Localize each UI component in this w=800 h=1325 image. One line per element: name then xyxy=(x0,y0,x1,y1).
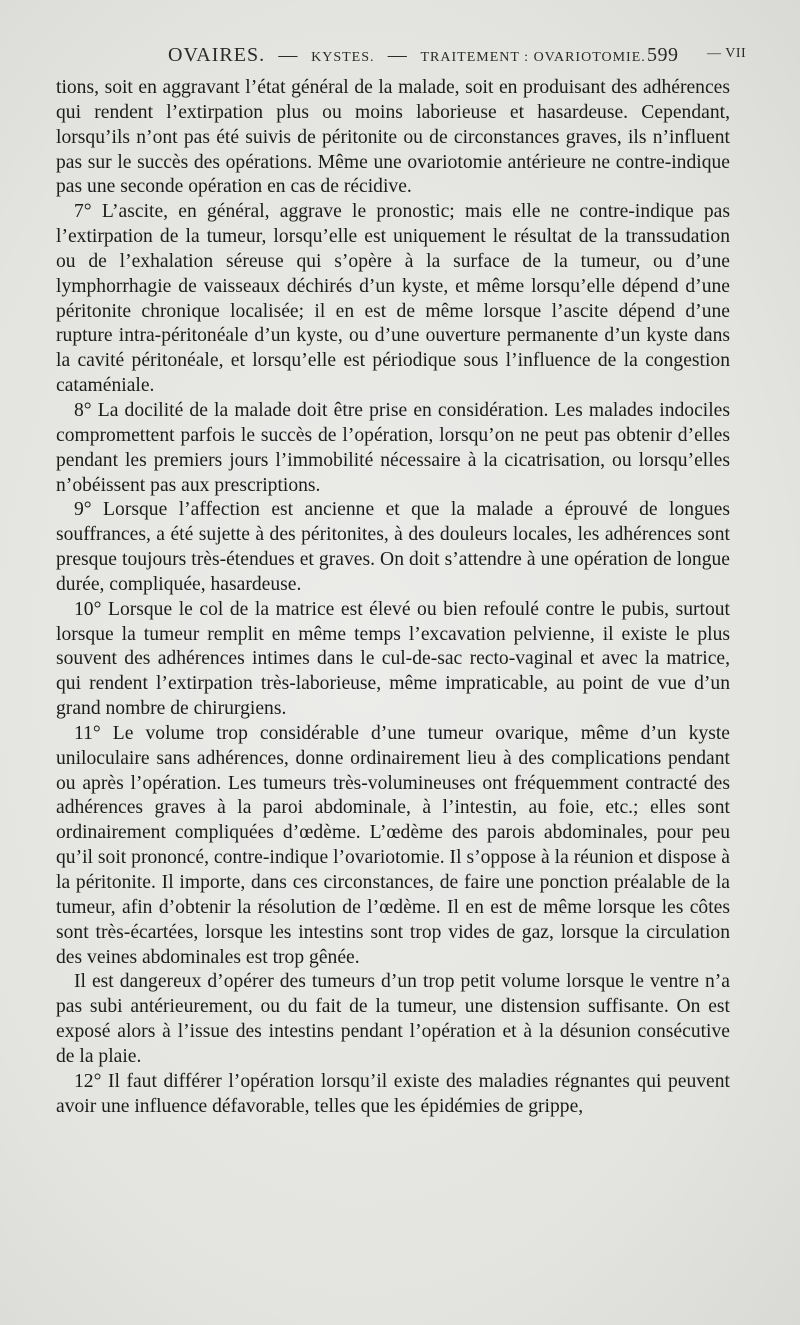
paragraph-item-9: 9° Lorsque l’affection est ancienne et que la malade a éprouvé de longues souffrances, a été sujette à des péritonites, à des douleurs locales, les adhérences sont presque toujours très-étendues et graves. On doit s’attendre à une opération de longue durée, compliquée, hasardeuse. xyxy=(56,499,730,595)
header-section: KYSTES. xyxy=(311,50,375,65)
paragraph-item-10: 10° Lorsque le col de la matrice est élevé ou bien refoulé contre le pubis, surtout lorsque la tumeur remplit en même temps l’excavation pelvienne, il existe le plus souvent des adhérences intimes dans le cul-de-sac recto-vaginal et avec la matrice, qui rendent l’extirpation très-laborieuse, même impraticable, au point de vue d’un grand nombre de chirurgiens. xyxy=(56,598,730,720)
page-number: 599 xyxy=(647,44,679,66)
paragraph-small-volume: Il est dangereux d’opérer des tumeurs d’un trop petit volume lorsque le ventre n’a pas subi antérieurement, ou du fait de la tumeur, une distension suffisante. On est exposé alors à l’issue des intestins pendant l’opération et à la désunion consécutive de la plaie. xyxy=(56,971,730,1067)
paragraph-item-7: 7° L’ascite, en général, aggrave le pronostic; mais elle ne contre-indique pas l’extirpation de la tumeur, lorsqu’elle est uniquement le résultat de la transsudation ou de l’exhalation séreuse qui s’opère à la surface de la tumeur, ou d’une lymphorrhagie de vaisseaux déchirés d’un kyste, et même lorsqu’elle dépend d’une péritonite chronique localisée; il en est de même lorsque l’ascite dépend d’une rupture intra-péritonéale d’un kyste, ou d’une ouverture permanente d’un kyste dans la cavité péritonéale, et lorsqu’elle est périodique sous l’influence de la congestion cataméniale. xyxy=(56,201,730,397)
paragraph-item-8: 8° La docilité de la malade doit être prise en considération. Les malades indociles compromettent parfois le succès de l’opération, lorsqu’on ne peut pas obtenir d’elles pendant les premiers jours l’immobilité nécessaire à la cicatrisation, ou lorsqu’elles n’obéissent pas aux prescriptions. xyxy=(56,399,730,496)
header-title: OVAIRES. xyxy=(168,44,266,66)
paragraph-item-12: 12° Il faut différer l’opération lorsqu’il existe des maladies régnantes qui peuvent avoir une influence défavorable, telles que les épidémies de grippe, xyxy=(56,1070,730,1117)
header-dash: — xyxy=(278,45,298,66)
body-text xyxy=(56,76,730,1119)
header-dash: — xyxy=(387,45,408,66)
signature-mark: — VII xyxy=(707,46,747,61)
paragraph-item-11: 11° Le volume trop considérable d’une tumeur ovarique, même d’un kyste uniloculaire sans adhérences, donne ordinairement lieu à des complications pendant ou après l’opération. Les tumeurs très-volumineuses ont fréquemment contracté des adhérences graves à la paroi abdominale, à l’intestin, au foie, etc.; elles sont ordinairement compliquées d’œdème. L’œdème des parois abdominales, pour peu qu’il soit prononcé, contre-indique l’ovariotomie. Il s’oppose à la réunion et dispose à la péritonite. Il importe, dans ces circonstances, de faire une ponction préalable de la tumeur, afin d’obtenir la résolution de l’œdème. Il en est de même lorsque les côtes sont très-écartées, lorsque les intestins sont trop vides de gaz, lorsque la circulation des veines abdominales est trop gênée. xyxy=(56,722,730,968)
header-subsection: TRAITEMENT : OVARIOTOMIE. xyxy=(420,50,646,65)
running-header xyxy=(168,44,747,74)
paragraph-continuation: tions, soit en aggravant l’état général de la malade, soit en produisant des adhérences qui rendent l’extirpation plus ou moins laborieuse et hasardeuse. Cependant, lorsqu’ils n’ont pas été suivis de péritonite ou de circonstances graves, ils n’influent pas sur le succès des opérations. Même une ovariotomie antérieure ne contre-indique pas une seconde opération en cas de récidive. xyxy=(56,77,730,198)
